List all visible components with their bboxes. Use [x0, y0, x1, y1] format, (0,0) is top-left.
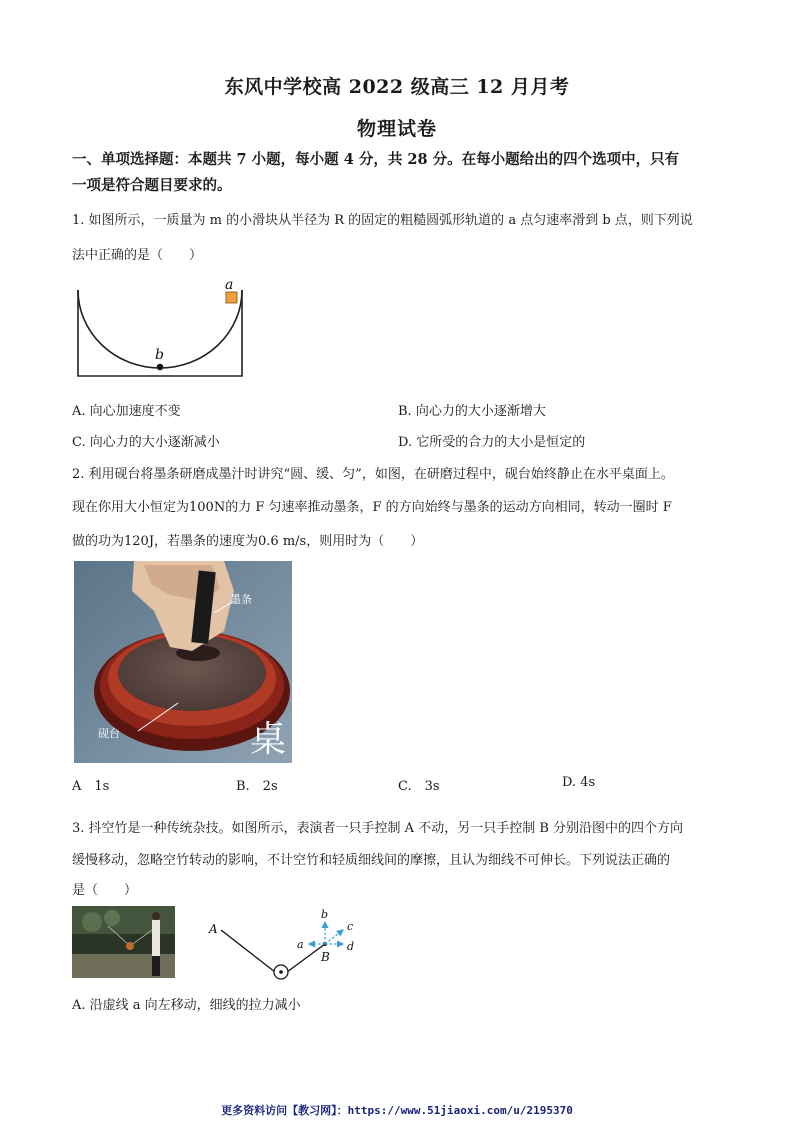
- q3-stem-line2: 缓慢移动，忽略空竹转动的影响，不计空竹和轻质细线间的摩擦，且认为细线不可伸长。下列说法正确的: [72, 853, 671, 868]
- section-heading-line1: 一、单项选择题：本题共 7 小题，每小题 4 分，共 28 分。在每小题给出的四个选项中，只有: [72, 151, 680, 168]
- q2-inkstone-photo: [74, 561, 292, 763]
- slider-block: [226, 292, 237, 303]
- label-b: b: [155, 347, 164, 363]
- q3-option-a[interactable]: A. 沿虚线 a 向左移动，细线的拉力减小: [72, 998, 301, 1013]
- svg-text:a: a: [297, 938, 304, 951]
- svg-text:c: c: [347, 920, 354, 933]
- q1-option-a[interactable]: A. 向心加速度不变: [72, 404, 181, 419]
- q3-stem-line3: 是（ ）: [72, 883, 138, 898]
- label-table: 桌: [250, 719, 287, 760]
- svg-text:d: d: [347, 940, 355, 953]
- svg-text:B: B: [321, 950, 330, 964]
- exam-subtitle: 物理试卷: [356, 118, 437, 140]
- exam-title: 东风中学校高 2022 级高三 12 月月考: [224, 76, 570, 98]
- q2-option-a[interactable]: A 1s: [72, 779, 110, 794]
- label-inkstick: 墨条: [230, 593, 252, 606]
- track-outline: [78, 290, 242, 376]
- q1-option-c[interactable]: C. 向心力的大小逐渐减小: [72, 435, 220, 450]
- q3-performer-photo: [72, 906, 175, 978]
- label-inkstone: 砚台: [98, 727, 120, 740]
- point-b: [157, 364, 164, 371]
- q2-stem-line1: 2. 利用砚台将墨条研磨成墨汁时讲究“圆、缓、匀”，如图，在研磨过程中，砚台始终静止在水平桌面上。: [72, 467, 674, 482]
- q2-stem-line3: 做的功为120J，若墨条的速度为0.6 m/s，则用时为（ ）: [72, 534, 424, 549]
- q1-stem-line2: 法中正确的是（ ）: [72, 248, 203, 263]
- q1-option-b[interactable]: B. 向心力的大小逐渐增大: [398, 404, 546, 419]
- q2-stem-line2: 现在你用大小恒定为100N的力 F 匀速率推动墨条，F 的方向始终与墨条的运动方向相同，转动一圈时 F: [72, 500, 672, 515]
- label-a: a: [225, 277, 234, 293]
- svg-text:b: b: [321, 908, 329, 921]
- q3-diagram: [205, 906, 365, 984]
- q1-option-d[interactable]: D. 它所受的合力的大小是恒定的: [398, 435, 586, 450]
- q2-option-c[interactable]: C. 3s: [398, 779, 440, 794]
- q2-option-d[interactable]: D. 4s: [562, 775, 596, 790]
- q1-track-figure: [70, 276, 250, 382]
- footer-link[interactable]: 更多资料访问【教习网】：https://www.51jiaoxi.com/u/2195370: [221, 1104, 573, 1117]
- q2-option-b[interactable]: B. 2s: [236, 779, 278, 794]
- svg-text:A: A: [209, 922, 218, 936]
- q1-stem-line1: 1. 如图所示，一质量为 m 的小滑块从半径为 R 的固定的粗糙圆弧形轨道的 a 点匀速率滑到 b 点，则下列说: [72, 213, 693, 228]
- q3-stem-line1: 3. 抖空竹是一种传统杂技。如图所示，表演者一只手控制 A 不动，另一只手控制 B 分别沿图中的四个方向: [72, 821, 684, 836]
- section-heading-line2: 一项是符合题目要求的。: [72, 177, 232, 194]
